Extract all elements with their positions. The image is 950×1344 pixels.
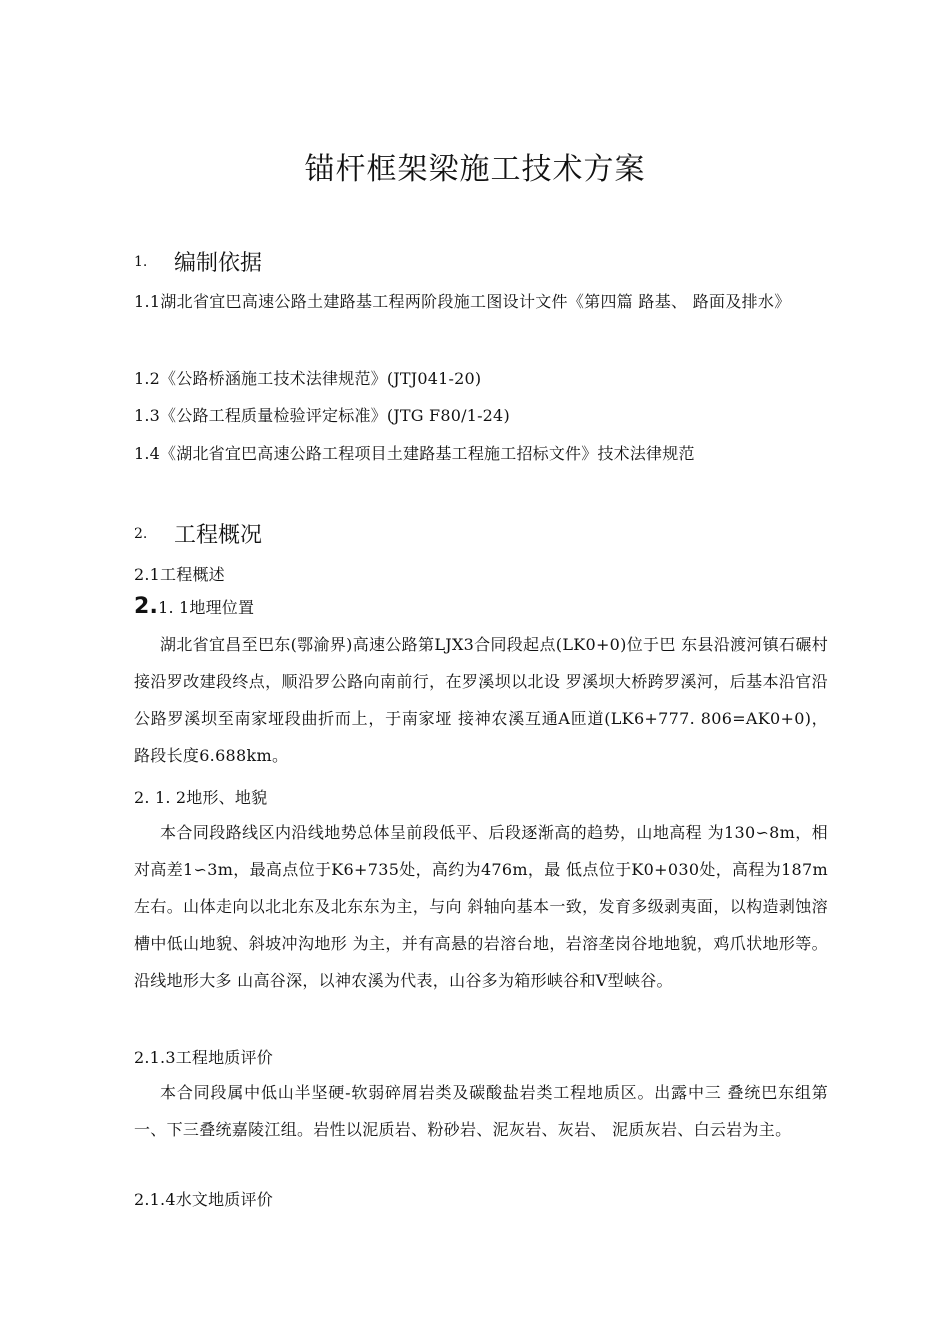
item-1-1: 1.1湖北省宜巴高速公路土建路基工程两阶段施工图设计文件《第四篇 路基、 路面及排水》 — [134, 292, 791, 311]
subsection-2-1-1-prefix: 2. — [134, 594, 159, 619]
paragraph-geology: 本合同段属中低山半坚硬-软弱碎屑岩类及碳酸盐岩类工程地质区。出露中三 叠统巴东组第一、下三叠统嘉陵江组。岩性以泥质岩、粉砂岩、泥灰岩、灰岩、 泥质灰岩、白云岩为主。 — [134, 1083, 828, 1139]
section-2-title: 工程概况 — [174, 523, 263, 548]
item-1-2: 1.2《公路桥涵施工技术法律规范》(JTJ041-20) — [134, 369, 482, 388]
section-2-heading — [134, 518, 262, 549]
paragraph-terrain: 本合同段路线区内沿线地势总体呈前段低平、后段逐渐高的趋势，山地高程 为130∽8m，相对高差1∽3m，最高点位于K6+735处，高约为476m，最 低点位于K0+030处，高程为187m左右。山体走向以北北东及北东东为主，与向 斜轴向基本一致，发育多级剥夷面，以构造剥蚀溶槽中低山地貌、斜坡冲沟地形 为主，并有高悬的岩溶台地，岩溶垄岗谷地地貌，鸡爪状地形等。沿线地形大多 山高谷深，以神农溪为代表，山谷多为箱形峡谷和V型峡谷。 — [134, 823, 828, 990]
section-2-number: 2. — [134, 525, 148, 542]
subsection-2-1-2: 2. 1. 2地形、地貌 — [134, 788, 268, 807]
section-1-heading — [134, 246, 262, 277]
section-1-number: 1. — [134, 253, 148, 270]
subsection-2-1-3: 2.1.3工程地质评价 — [134, 1048, 273, 1067]
section-1-title: 编制依据 — [174, 251, 263, 276]
subsection-2-1-1 — [134, 594, 254, 619]
document-title: 锚杆框架梁施工技术方案 — [304, 152, 646, 187]
subsection-2-1-4: 2.1.4水文地质评价 — [134, 1190, 273, 1209]
paragraph-location: 湖北省宜昌至巴东(鄂渝界)高速公路第LJX3合同段起点(LK0+0)位于巴 东县沿渡河镇石碾村接沿罗改建段终点，顺沿罗公路向南前行，在罗溪坝以北设 罗溪坝大桥跨罗溪河，后基本沿官沿公路罗溪坝至南家垭段曲折而上，于南家垭 接神农溪互通A匝道(LK6+777. 806=AK0+0)，路段长度6.688km。 — [134, 635, 828, 765]
subsection-2-1: 2.1工程概述 — [134, 565, 225, 584]
subsection-2-1-1-label: 1. 1地理位置 — [158, 598, 255, 617]
item-1-3: 1.3《公路工程质量检验评定标准》(JTG F80/1-24) — [134, 406, 510, 425]
item-1-4: 1.4《湖北省宜巴高速公路工程项目土建路基工程施工招标文件》技术法律规范 — [134, 444, 695, 463]
